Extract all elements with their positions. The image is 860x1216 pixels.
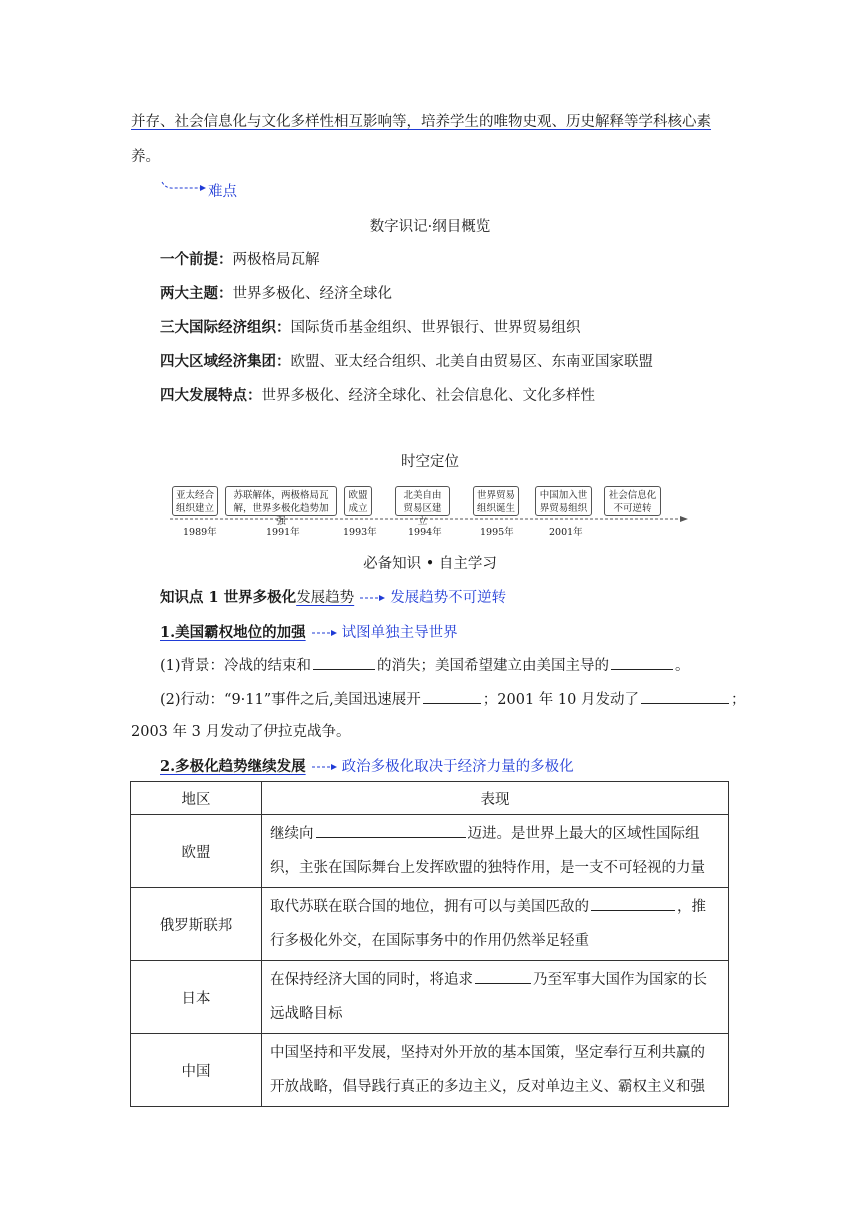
annotation-arrow-icon (312, 628, 338, 638)
intro-line-2: 养。 (131, 149, 160, 165)
overview-label: 两大主题： (160, 285, 233, 302)
description-cell (262, 961, 729, 1034)
timeline-event: 北美自由贸易区建立 (395, 486, 450, 516)
description-text: 开放战略，倡导践行真正的多边主义，反对单边主义、霸权主义和强 (270, 1079, 705, 1095)
region-cell: 日本 (131, 961, 262, 1034)
fill-blank[interactable] (423, 689, 481, 704)
overview-item (160, 384, 595, 405)
action-text: ； (730, 692, 746, 708)
timeline-title: 时空定位 (401, 454, 459, 470)
timeline-event: 中国加入世界贸易组织 (535, 486, 592, 516)
timeline-year: 1991年 (266, 527, 300, 538)
knowledge-point-heading (160, 586, 506, 607)
description-cell (262, 888, 729, 961)
overview-text: 两极格局瓦解 (232, 252, 320, 268)
timeline-event: 亚太经合组织建立 (172, 486, 218, 516)
timeline-axis (170, 515, 695, 523)
description-text: 远战略目标 (270, 1006, 343, 1022)
action-line-2: 2003 年 3 月发动了伊拉克战争。 (131, 724, 351, 740)
background-line (160, 654, 690, 675)
background-text: (1)背景：冷战的结束和 (160, 658, 312, 674)
description-text: ，推 (677, 899, 706, 915)
description-text: 中国坚持和平发展，坚持对外开放的基本国策，坚定奉行互利共赢的 (270, 1045, 705, 1061)
point-2-note: 政治多极化取决于经济力量的多极化 (341, 759, 574, 775)
regions-table (130, 781, 729, 1107)
description-text: 迈进。是世界上最大的区域性国际组 (467, 826, 700, 842)
table-header: 表现 (262, 782, 729, 815)
overview-text: 世界多极化、经济全球化 (232, 286, 392, 302)
action-text: (2)行动：“9·11”事件之后,美国迅速展开 (160, 692, 421, 708)
action-text: ；2001 年 10 月发动了 (482, 692, 639, 708)
timeline-year: 1995年 (480, 527, 514, 538)
knowledge-note: 发展趋势不可逆转 (390, 590, 507, 606)
overview-label: 三大国际经济组织： (160, 319, 291, 336)
timeline-event: 世界贸易组织诞生 (473, 486, 519, 516)
overview-label: 四大发展特点： (160, 387, 262, 404)
overview-item (160, 282, 392, 303)
overview-text: 欧盟、亚太经合组织、北美自由贸易区、东南亚国家联盟 (290, 354, 653, 370)
timeline-event: 苏联解体，两极格局瓦解，世界多极化趋势加强 (225, 486, 337, 516)
description-text: 取代苏联在联合国的地位，拥有可以与美国匹敌的 (270, 899, 589, 915)
annotation-arrow-icon (312, 762, 338, 772)
table-row (131, 888, 729, 961)
description-text: 在保持经济大国的同时，将追求 (270, 972, 473, 988)
timeline-year: 1994年 (408, 527, 442, 538)
action-line (160, 688, 745, 709)
point-2-title: 2.多极化趋势继续发展 (160, 758, 306, 775)
point-1-heading (160, 621, 458, 642)
table-row (131, 961, 729, 1034)
intro-line-1: 并存、社会信息化与文化多样性相互影响等，培养学生的唯物史观、历史解释等学科核心素 (131, 114, 711, 130)
table-row (131, 815, 729, 888)
difficulty-label: 难点 (208, 184, 237, 200)
timeline-year: 2001年 (549, 527, 583, 538)
annotation-arrow-icon (160, 180, 208, 194)
background-text: 。 (675, 658, 690, 674)
point-1-title: 1.美国霸权地位的加强 (160, 624, 306, 641)
description-cell (262, 815, 729, 888)
overview-label: 四大区域经济集团： (160, 353, 291, 370)
knowledge-underlined: 发展趋势 (296, 590, 355, 606)
description-text: 织，主张在国际舞台上发挥欧盟的独特作用，是一支不可轻视的力量 (270, 860, 705, 876)
fill-blank[interactable] (475, 969, 531, 984)
fill-blank[interactable] (611, 655, 673, 670)
region-cell: 中国 (131, 1034, 262, 1107)
point-2-heading (160, 755, 574, 776)
overview-text: 世界多极化、经济全球化、社会信息化、文化多样性 (261, 388, 595, 404)
knowledge-prefix: 知识点 1 世界多极化 (160, 589, 297, 606)
section-title: 必备知识 • 自主学习 (363, 556, 497, 572)
table-row (131, 1034, 729, 1107)
timeline-event: 欧盟成立 (344, 486, 372, 516)
background-text: 的消失；美国希望建立由美国主导的 (377, 658, 610, 674)
overview-item (160, 316, 581, 337)
table-header-row (131, 782, 729, 815)
annotation-arrow-icon (360, 593, 386, 603)
description-text: 继续向 (270, 826, 314, 842)
description-cell (262, 1034, 729, 1107)
fill-blank[interactable] (641, 689, 729, 704)
timeline-year: 1989年 (183, 527, 217, 538)
region-cell: 欧盟 (131, 815, 262, 888)
overview-label: 一个前提： (160, 251, 233, 268)
fill-blank[interactable] (313, 655, 375, 670)
overview-item (160, 248, 320, 269)
description-text: 乃至军事大国作为国家的长 (533, 972, 707, 988)
overview-text: 国际货币基金组织、世界银行、世界贸易组织 (290, 320, 581, 336)
fill-blank[interactable] (591, 896, 675, 911)
timeline-year: 1993年 (343, 527, 377, 538)
table-header: 地区 (131, 782, 262, 815)
description-text: 行多极化外交，在国际事务中的作用仍然举足轻重 (270, 933, 589, 949)
overview-item (160, 350, 653, 371)
point-1-note: 试图单独主导世界 (341, 625, 458, 641)
fill-blank[interactable] (316, 823, 466, 838)
timeline-event: 社会信息化不可逆转 (604, 486, 661, 516)
overview-title: 数字识记·纲目概览 (369, 219, 491, 235)
region-cell: 俄罗斯联邦 (131, 888, 262, 961)
